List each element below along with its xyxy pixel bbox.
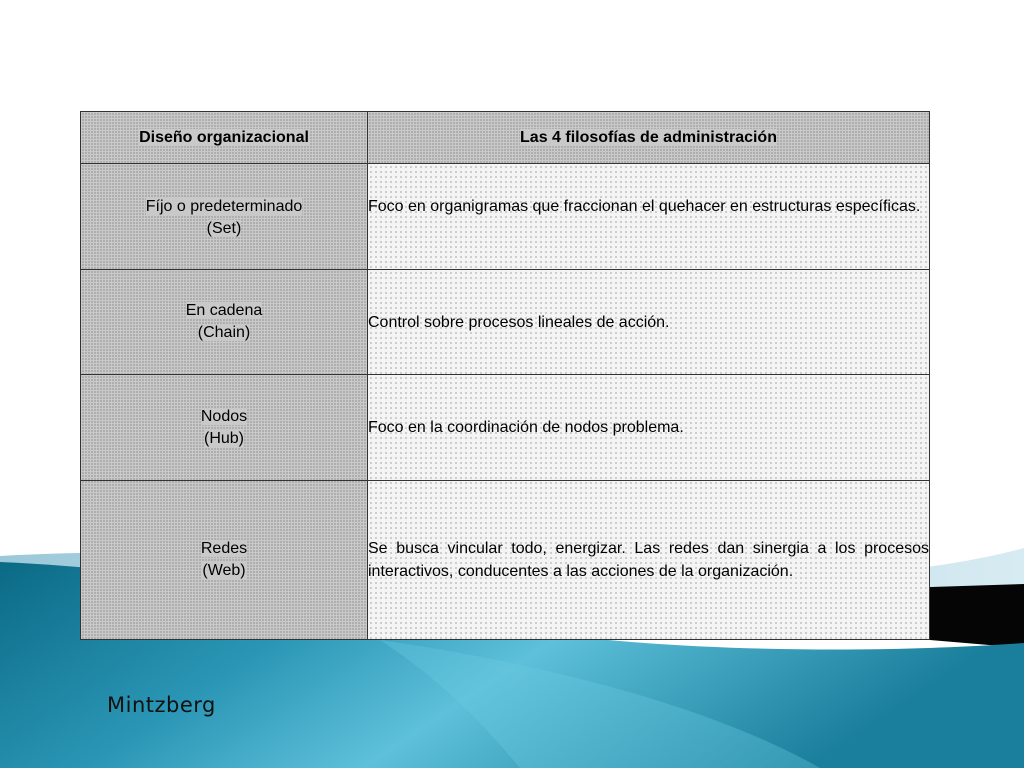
- philosophy-text: Control sobre procesos lineales de acción.: [368, 313, 670, 331]
- design-code: (Hub): [203, 429, 244, 447]
- design-name: En cadena: [185, 302, 263, 320]
- organizational-design-table: [80, 111, 930, 640]
- footer-author: Mintzberg: [107, 693, 216, 717]
- philosophy-cell: [368, 270, 930, 375]
- philosophy-text: Se busca vincular todo, energizar. Las redes dan sinergia a los procesos interactivos, conducentes a las acciones de la organización.: [368, 539, 929, 580]
- design-code: (Web): [202, 561, 246, 579]
- philosophy-text: Foco en la coordinación de nodos problema.: [368, 419, 684, 437]
- table-row: [81, 375, 930, 480]
- header-cell-design: [81, 112, 368, 164]
- table-row: [81, 164, 930, 270]
- header-label: Las 4 filosofías de administración: [520, 128, 777, 146]
- design-cell: [81, 375, 368, 480]
- philosophy-cell: [368, 480, 930, 639]
- header-cell-philosophies: [368, 112, 930, 164]
- table-row: [81, 480, 930, 639]
- header-label: Diseño organizacional: [139, 128, 309, 146]
- philosophy-cell: [368, 375, 930, 480]
- table-row: [81, 270, 930, 375]
- design-cell: [81, 270, 368, 375]
- design-code: (Chain): [197, 324, 251, 342]
- philosophy-cell: [368, 164, 930, 270]
- design-name: Redes: [200, 539, 248, 557]
- design-name: Nodos: [200, 407, 248, 425]
- design-code: (Set): [206, 220, 242, 238]
- design-cell: [81, 164, 368, 270]
- philosophy-text: Foco en organigramas que fraccionan el quehacer en estructuras específicas.: [368, 198, 921, 216]
- design-cell: [81, 480, 368, 639]
- table-header-row: [81, 112, 930, 164]
- design-name: Fíjo o predeterminado: [145, 198, 303, 216]
